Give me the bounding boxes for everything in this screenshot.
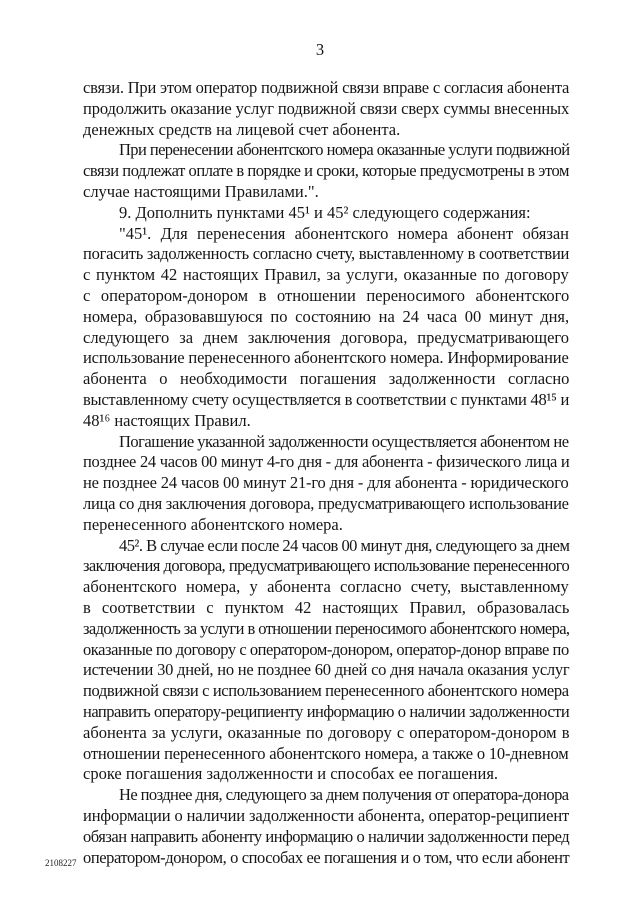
text-line: лица со дня заключения договора, предусматривающего использование <box>83 494 569 513</box>
text-line: отношении перенесенного абонентского номера, а также о 10-дневном <box>83 743 569 763</box>
text-line: "45¹. Для перенесения абонентского номера абонент обязан <box>119 223 570 243</box>
text-line: перенесенного абонентского номера. <box>83 514 343 534</box>
text-line: погасить задолженность согласно счету, выставленному в соответствии <box>83 244 570 264</box>
text-line: позднее 24 часов 00 минут 4-го дня - для абонента - физического лица и <box>83 452 570 472</box>
text-line: использование перенесенного абонентского номера. Информирование <box>83 348 569 368</box>
text-line: номера, образовавшуюся по состоянию на 24 часа 00 минут дня, <box>83 306 570 326</box>
text-line: связи. При этом оператор подвижной связи вправе с согласия абонента <box>83 78 570 97</box>
text-line: с пунктом 42 настоящих Правил, за услуги, оказанные по договору <box>83 265 569 285</box>
text-line: 48¹⁶ настоящих Правил. <box>83 410 251 430</box>
text-line: связи подлежат оплате в порядке и сроки, которые предусмотрены в этом <box>83 161 569 181</box>
text-line: заключения договора, предусматривающего использование перенесенного <box>83 556 570 576</box>
text-line: подвижной связи с использованием перенесенного абонентского номера <box>83 681 569 701</box>
text-line: 45². В случае если после 24 часов 00 минут дня, следующего за днем <box>119 535 570 555</box>
text-line: абонента о необходимости погашения задолженности согласно <box>83 369 570 389</box>
text-line: продолжить оказание услуг подвижной связи сверх суммы внесенных <box>83 98 570 118</box>
text-line: истечении 30 дней, но не позднее 60 дней со дня начала оказания услуг <box>83 660 570 680</box>
text-line: абонента за услуги, оказанные по договору с оператором-донором в <box>83 722 570 742</box>
text-line: с оператором-донором в отношении переносимого абонентского <box>83 286 570 305</box>
footer-code: 2108227 <box>45 858 77 868</box>
text-line: абонентского номера, у абонента согласно счету, выставленному <box>83 577 569 597</box>
text-line: сроке погашения задолженности и способах ее погашения. <box>83 764 499 784</box>
text-line: При перенесении абонентского номера оказанные услуги подвижной <box>119 140 570 160</box>
text-line: Погашение указанной задолженности осуществляется абонентом не <box>119 431 569 451</box>
text-line: денежных средств на лицевой счет абонента. <box>83 119 401 139</box>
text-line: не позднее 24 часов 00 минут 21-го дня - для абонента - юридического <box>83 473 569 493</box>
text-line: в соответствии с пунктом 42 настоящих Правил, образовалась <box>83 598 570 617</box>
text-line: информации о наличии задолженности абонента, оператор-реципиент <box>83 806 570 825</box>
text-line: оказанные по договору с оператором-донором, оператор-донор вправе по <box>83 639 569 659</box>
text-line: направить оператору-реципиенту информацию о наличии задолженности <box>83 702 570 721</box>
text-line: выставленному счету осуществляется в соответствии с пунктами 48¹⁵ и <box>83 390 570 409</box>
text-line: 9. Дополнить пунктами 45¹ и 45² следующего содержания: <box>119 202 531 222</box>
text-line: задолженность за услуги в отношении переносимого абонентского номера, <box>83 618 570 638</box>
text-line: следующего за днем заключения договора, предусматривающего <box>83 327 569 347</box>
text-line: оператором-донором, о способах ее погашения и о том, что если абонент <box>83 847 570 867</box>
text-line: Не позднее дня, следующего за днем получения от оператора-донора <box>119 785 569 805</box>
text-line: случае настоящими Правилами.". <box>83 182 319 201</box>
text-line: обязан направить абоненту информацию о наличии задолженности перед <box>83 826 570 846</box>
page-number: 3 <box>315 40 325 59</box>
